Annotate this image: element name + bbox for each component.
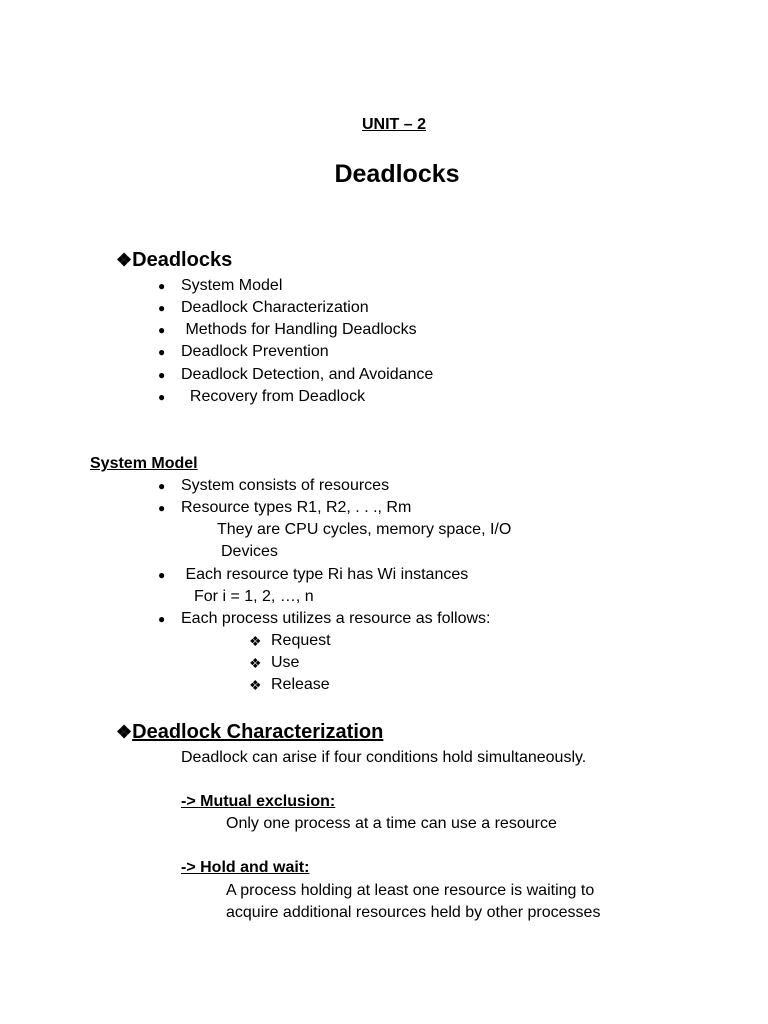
bullet-icon: ● — [158, 279, 166, 293]
deadlocks-heading-text: Deadlocks — [132, 249, 233, 271]
mutual-exclusion-text: Only one process at a time can use a resource — [226, 815, 557, 832]
list-item-detail: They are CPU cycles, memory space, I/O — [217, 521, 512, 538]
unit-label: UNIT – 2 — [361, 116, 426, 133]
sub-list-item: Request — [271, 632, 331, 649]
bullet-icon: ● — [158, 345, 166, 359]
bullet-icon: ● — [158, 368, 166, 382]
bullet-icon: ● — [158, 323, 166, 337]
list-item: Resource types R1, R2, . . ., Rm — [181, 499, 412, 516]
diamond-icon: ❖ — [249, 677, 262, 693]
diamond-icon: ❖ — [116, 722, 133, 742]
bullet-icon: ● — [158, 501, 166, 515]
sub-list-item: Release — [271, 676, 330, 693]
deadlocks-heading — [116, 248, 232, 272]
system-model-heading: System Model — [90, 455, 198, 472]
diamond-icon: ❖ — [249, 633, 262, 649]
hold-and-wait-label: -> Hold and wait: — [181, 859, 310, 876]
list-item-detail: For i = 1, 2, …, n — [194, 588, 314, 605]
page-title: Deadlocks — [334, 160, 460, 188]
sub-list-item: Use — [271, 654, 300, 671]
bullet-icon: ● — [158, 390, 166, 404]
bullet-icon: ● — [158, 612, 166, 626]
list-item: Deadlock Characterization — [181, 299, 369, 316]
list-item: Recovery from Deadlock — [181, 388, 366, 405]
characterization-intro: Deadlock can arise if four conditions hold simultaneously. — [181, 749, 587, 766]
list-item: Each process utilizes a resource as follows: — [181, 610, 491, 627]
characterization-heading-text: Deadlock Characterization — [132, 721, 384, 743]
list-item: System consists of resources — [181, 477, 390, 494]
bullet-icon: ● — [158, 301, 166, 315]
list-item: Each resource type Ri has Wi instances — [181, 566, 469, 583]
list-item: Deadlock Prevention — [181, 343, 329, 360]
list-item: Deadlock Detection, and Avoidance — [181, 366, 434, 383]
characterization-heading — [116, 720, 383, 744]
mutual-exclusion-label: -> Mutual exclusion: — [181, 793, 336, 810]
hold-and-wait-text-line2: acquire additional resources held by other processes — [226, 904, 601, 921]
hold-and-wait-text-line1: A process holding at least one resource is waiting to — [226, 882, 595, 899]
diamond-icon: ❖ — [249, 655, 262, 671]
bullet-icon: ● — [158, 479, 166, 493]
list-item-detail: Devices — [221, 543, 278, 560]
list-item: System Model — [181, 277, 283, 294]
diamond-icon: ❖ — [116, 250, 133, 270]
list-item: Methods for Handling Deadlocks — [181, 321, 417, 338]
bullet-icon: ● — [158, 568, 166, 582]
